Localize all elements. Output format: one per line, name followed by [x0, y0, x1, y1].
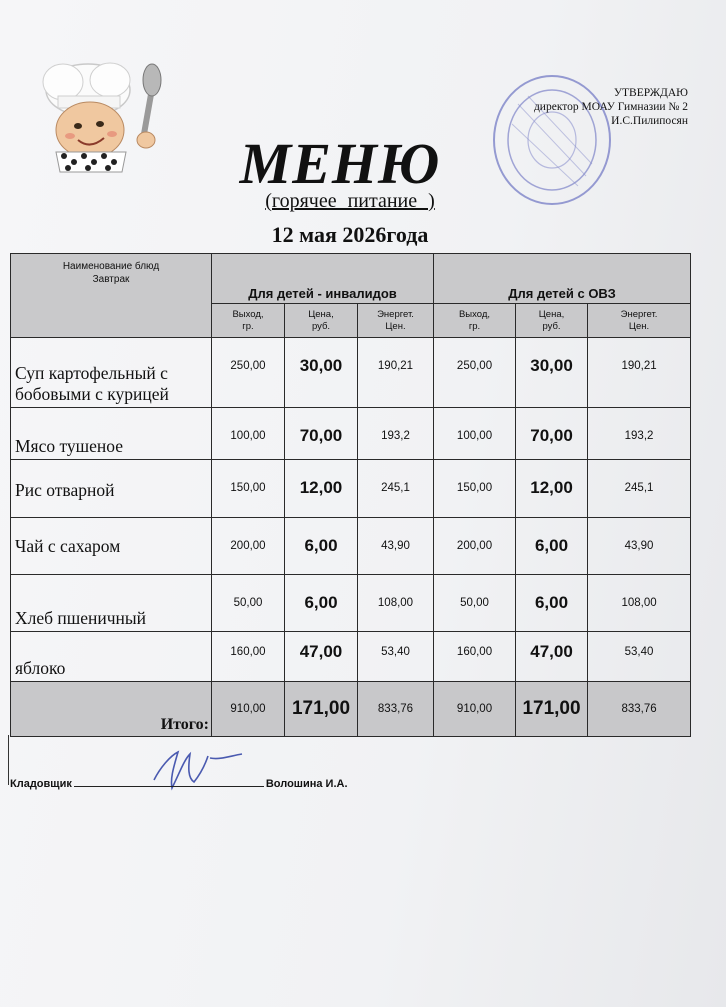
- table-cell: 43,90: [358, 518, 434, 575]
- table-cell: 910,00: [212, 682, 285, 737]
- table-cell: 190,21: [588, 338, 691, 408]
- table-cell: 171,00: [516, 682, 588, 737]
- dish-name: Мясо тушеное: [11, 408, 212, 460]
- table-cell: 833,76: [358, 682, 434, 737]
- table-cell: 6,00: [285, 575, 358, 632]
- page-subtitle: (горячее питание ): [265, 190, 435, 212]
- table-cell: 833,76: [588, 682, 691, 737]
- group-header-disabled: Для детей - инвалидов: [212, 254, 434, 304]
- table-cell: 6,00: [285, 518, 358, 575]
- table-cell: 108,00: [358, 575, 434, 632]
- approval-position: директор МОАУ Гимназии № 2: [533, 101, 688, 113]
- sub-header-price: Цена, руб.: [516, 304, 588, 338]
- table-cell: 250,00: [434, 338, 516, 408]
- approval-block: [488, 86, 688, 128]
- sub-header-energy: Энергет. Цен.: [588, 304, 691, 338]
- sub-header-price: Цена, руб.: [285, 304, 358, 338]
- total-label: Итого:: [11, 682, 212, 737]
- page-title: МЕНЮ: [239, 131, 441, 196]
- divider: [8, 735, 9, 785]
- table-cell: 70,00: [285, 408, 358, 460]
- table-cell: 100,00: [434, 408, 516, 460]
- table-cell: 160,00: [434, 632, 516, 682]
- table-cell: 193,2: [358, 408, 434, 460]
- table-cell: 190,21: [358, 338, 434, 408]
- table-cell: 193,2: [588, 408, 691, 460]
- table-cell: 171,00: [285, 682, 358, 737]
- menu-table: [10, 253, 691, 737]
- sub-header-yield: Выход, гр.: [212, 304, 285, 338]
- group-header-ovz: Для детей с ОВЗ: [434, 254, 691, 304]
- sub-header-energy: Энергет. Цен.: [358, 304, 434, 338]
- approval-title: УТВЕРЖДАЮ: [613, 87, 688, 99]
- table-cell: 100,00: [212, 408, 285, 460]
- table-cell: 910,00: [434, 682, 516, 737]
- storekeeper-line: [10, 776, 348, 790]
- table-cell: 50,00: [434, 575, 516, 632]
- table-cell: 108,00: [588, 575, 691, 632]
- menu-date: 12 мая 2026года: [271, 222, 429, 247]
- table-cell: 53,40: [588, 632, 691, 682]
- table-cell: 43,90: [588, 518, 691, 575]
- table-cell: 47,00: [285, 632, 358, 682]
- table-row: [11, 575, 691, 632]
- table-row: [11, 518, 691, 575]
- table-cell: 245,1: [588, 460, 691, 518]
- table-cell: 53,40: [358, 632, 434, 682]
- table-cell: 150,00: [434, 460, 516, 518]
- dish-name: Рис отварной: [11, 460, 212, 518]
- dish-name: Суп картофельный с бобовыми с курицей: [11, 338, 212, 408]
- table-cell: 30,00: [285, 338, 358, 408]
- table-cell: 47,00: [516, 632, 588, 682]
- approval-person: И.С.Пилипосян: [611, 115, 688, 127]
- table-row: [11, 460, 691, 518]
- table-cell: 250,00: [212, 338, 285, 408]
- table-cell: 30,00: [516, 338, 588, 408]
- dish-name: Хлеб пшеничный: [11, 575, 212, 632]
- table-cell: 160,00: [212, 632, 285, 682]
- table-cell: 70,00: [516, 408, 588, 460]
- dish-name: яблоко: [11, 632, 212, 682]
- signature-line: [74, 776, 264, 787]
- table-row: [11, 408, 691, 460]
- table-row: [11, 338, 691, 408]
- total-row: [11, 682, 691, 737]
- table-cell: 245,1: [358, 460, 434, 518]
- table-cell: 12,00: [516, 460, 588, 518]
- table-cell: 12,00: [285, 460, 358, 518]
- table-cell: 50,00: [212, 575, 285, 632]
- table-cell: 200,00: [212, 518, 285, 575]
- table-cell: 6,00: [516, 575, 588, 632]
- storekeeper-name: Волошина И.А.: [265, 778, 348, 790]
- table-row: [11, 632, 691, 682]
- sub-header-yield: Выход, гр.: [434, 304, 516, 338]
- table-cell: 200,00: [434, 518, 516, 575]
- dish-name: Чай с сахаром: [11, 518, 212, 575]
- table-cell: 150,00: [212, 460, 285, 518]
- storekeeper-label: Кладовщик: [10, 778, 72, 790]
- table-cell: 6,00: [516, 518, 588, 575]
- dish-name-header: Наименование блюд Завтрак: [11, 254, 212, 338]
